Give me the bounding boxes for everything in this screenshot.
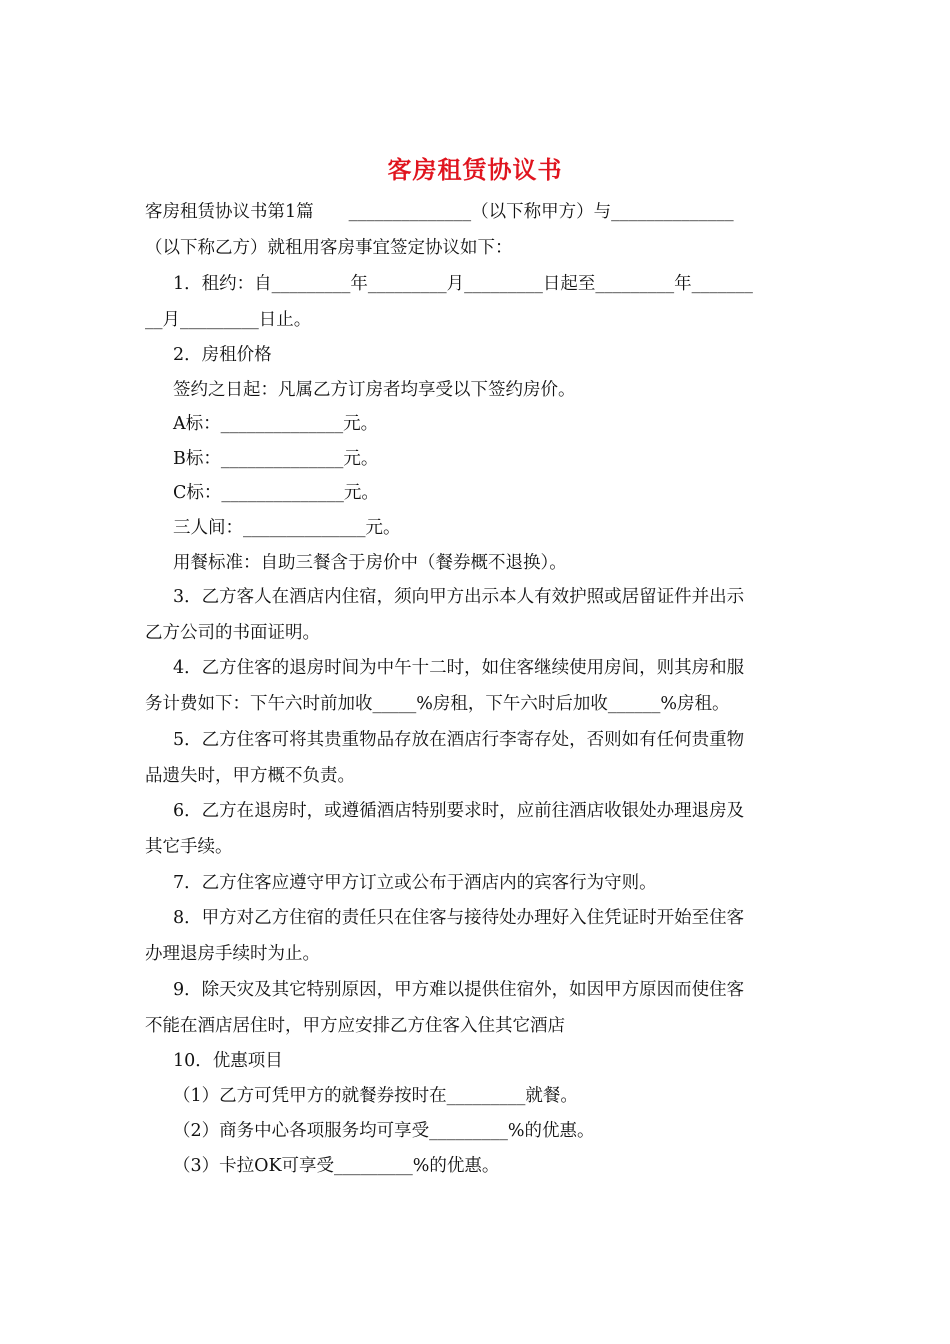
paragraph-line: 务计费如下：下午六时前加收_____%房租，下午六时后加收______%房租。 [145, 694, 730, 714]
paragraph-line: 2．房租价格 [173, 345, 272, 365]
paragraph-line: 其它手续。 [145, 837, 233, 857]
paragraph-line: 办理退房手续时为止。 [145, 944, 320, 964]
paragraph-line: 品遗失时，甲方概不负责。 [145, 766, 355, 786]
paragraph-line: 4．乙方住客的退房时间为中午十二时，如住客继续使用房间，则其房和服 [173, 658, 745, 678]
paragraph-line: 8．甲方对乙方住宿的责任只在住客与接待处办理好入住凭证时开始至住客 [173, 908, 745, 928]
paragraph-line: 签约之日起：凡属乙方订房者均享受以下签约房价。 [173, 380, 576, 400]
paragraph-line: （以下称乙方）就租用客房事宜签定协议如下： [145, 238, 513, 258]
document-title: 客房租赁协议书 [387, 155, 563, 184]
paragraph-line: B标：______________元。 [173, 449, 379, 469]
paragraph-line: 三人间：______________元。 [173, 518, 401, 538]
paragraph-line: （2）商务中心各项服务均可享受_________%的优惠。 [173, 1121, 595, 1141]
paragraph-line: 用餐标准：自助三餐含于房价中（餐券概不退换）。 [173, 553, 567, 573]
paragraph-line: 不能在酒店居住时，甲方应安排乙方住客入住其它酒店 [145, 1016, 565, 1036]
paragraph-line: 3．乙方客人在酒店内住宿，须向甲方出示本人有效护照或居留证件并出示 [173, 587, 745, 607]
paragraph-line: 9．除天灾及其它特别原因，甲方难以提供住宿外，如因甲方原因而使住客 [173, 980, 745, 1000]
paragraph-line: 5．乙方住客可将其贵重物品存放在酒店行李寄存处，否则如有任何贵重物 [173, 730, 745, 750]
paragraph-line: 10．优惠项目 [173, 1051, 283, 1071]
paragraph-line: A标：______________元。 [173, 414, 379, 434]
paragraph-line: C标：______________元。 [173, 483, 379, 503]
paragraph-line: （1）乙方可凭甲方的就餐券按时在_________就餐。 [173, 1086, 578, 1106]
paragraph-line: 乙方公司的书面证明。 [145, 623, 320, 643]
paragraph-line: 6．乙方在退房时，或遵循酒店特别要求时，应前往酒店收银处办理退房及 [173, 801, 745, 821]
paragraph-line: （3）卡拉OK可享受_________%的优惠。 [173, 1156, 500, 1176]
paragraph-line: 7．乙方住客应遵守甲方订立或公布于酒店内的宾客行为守则。 [173, 873, 657, 893]
paragraph-line: 1．租约：自_________年_________月_________日起至_________年_______ [173, 274, 753, 294]
paragraph-line: __月_________日止。 [145, 310, 312, 330]
paragraph-line: 客房租赁协议书第1篇 ______________（以下称甲方）与______________ [145, 202, 734, 222]
